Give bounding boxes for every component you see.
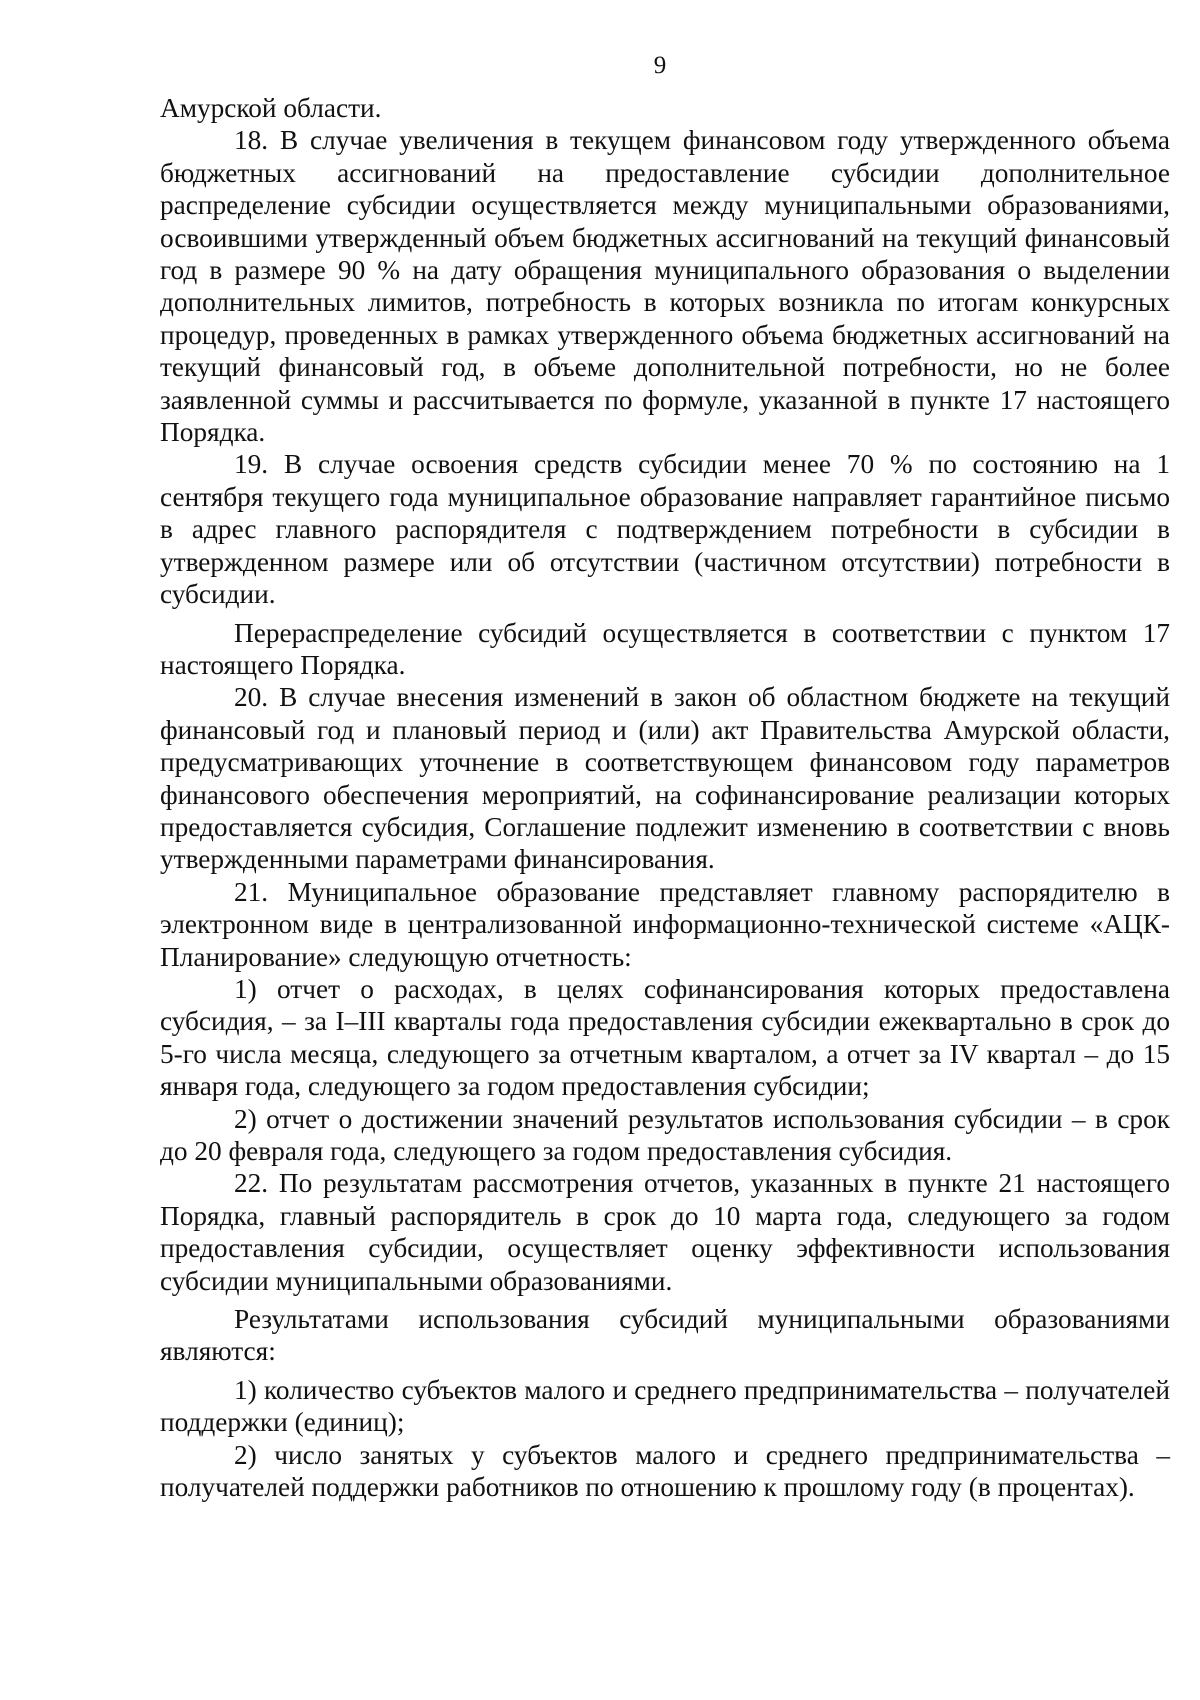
paragraph-item-18: 18. В случае увеличения в текущем финансовом году утвержденного объема бюджетных ассигнований на предоставление субсидии дополнительное распределение субсидии осуществляется между муниципальными образованиями, освоившими утвержденный объем бюджетных ассигнований на текущий финансовый год в размере 90 % на дату обращения муниципального образования о выделении дополнительных лимитов, потребность в которых возникла по итогам конкурсных процедур, проведенных в рамках утвержденного объема бюджетных ассигнований на текущий финансовый год, в объеме дополнительной потребности, но не более заявленной суммы и рассчитывается по формуле, указанной в пункте 17 настоящего Порядка. — [160, 125, 1170, 448]
paragraph-item-21-sub-2: 2) отчет о достижении значений результатов использования субсидии – в срок до 20 февраля года, следующего за годом предоставления субсидия. — [160, 1103, 1170, 1166]
paragraph-redistribution: Перераспределение субсидий осуществляется в соответствии с пунктом 17 настоящего Порядка. — [160, 617, 1170, 680]
paragraph-results-intro: Результатами использования субсидий муниципальными образованиями являются: — [160, 1304, 1170, 1367]
document-body — [160, 92, 1170, 1503]
paragraph-item-20: 20. В случае внесения изменений в закон об областном бюджете на текущий финансовый год и плановый период и (или) акт Правительства Амурской области, предусматривающих уточнение в соответствующем финансовом году параметров финансового обеспечения мероприятий, на софинансирование реализации которых предоставляется субсидия, Соглашение подлежит изменению в соответствии с вновь утвержденными параметрами финансирования. — [160, 682, 1170, 875]
paragraph-result-1: 1) количество субъектов малого и среднего предпринимательства – получателей поддержки (единиц); — [160, 1374, 1170, 1438]
paragraph-item-21: 21. Муниципальное образование представляет главному распорядителю в электронном виде в централизованной информационно-технической системе «АЦК-Планирование» следующую отчетность: — [160, 876, 1170, 972]
paragraph-item-19: 19. В случае освоения средств субсидии менее 70 % по состоянию на 1 сентября текущего года муниципальное образование направляет гарантийное письмо в адрес главного распорядителя с подтверждением потребности в субсидии в утвержденном размере или об отсутствии (частичном отсутствии) потребности в субсидии. — [160, 449, 1170, 610]
paragraph-result-2: 2) число занятых у субъектов малого и среднего предпринимательства – получателей поддержки работников по отношению к прошлому году (в процентах). — [160, 1439, 1170, 1503]
paragraph-item-22: 22. По результатам рассмотрения отчетов, указанных в пункте 21 настоящего Порядка, главный распорядитель в срок до 10 марта года, следующего за годом предоставления субсидии, осуществляет оценку эффективности использования субсидии муниципальными образованиями. — [160, 1168, 1170, 1296]
page-number: 9 — [653, 52, 667, 79]
paragraph-continuation: Амурской области. — [160, 93, 382, 123]
paragraph-item-21-sub-1: 1) отчет о расходах, в целях софинансирования которых предоставлена субсидия, – за I–III кварталы года предоставления субсидии ежеквартально в срок до 5-го числа месяца, следующего за отчетным кварталом, а отчет за IV квартал – до 15 января года, следующего за годом предоставления субсидии; — [160, 973, 1170, 1102]
